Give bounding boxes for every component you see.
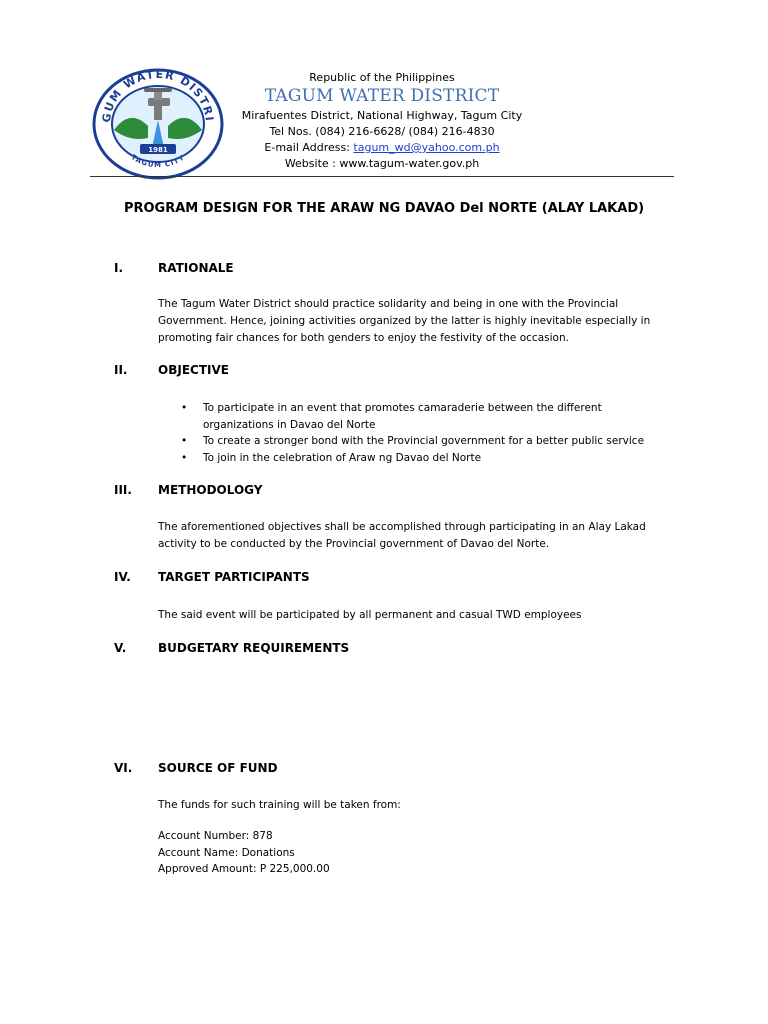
seal-ring-text-bottom: TAGUM CITY <box>129 153 187 170</box>
section-1-body <box>158 296 683 347</box>
section-4-line: The said event will be participated by all permanent and casual TWD employees <box>158 609 582 621</box>
section-2-number: II. <box>114 363 128 377</box>
document-title: PROGRAM DESIGN FOR THE ARAW NG DAVAO Del NORTE (ALAY LAKAD) <box>123 201 645 216</box>
section-4-body <box>158 607 683 624</box>
section-5-number: V. <box>114 641 127 655</box>
section-3-line: The aforementioned objectives shall be accomplished through participating in an Alay Lakad <box>158 521 646 533</box>
header-divider <box>90 176 674 177</box>
objective-list <box>176 400 696 466</box>
org-name: TAGUM WATER DISTRICT <box>264 86 500 106</box>
bullet-icon: • <box>181 435 188 447</box>
section-6-body <box>158 797 683 814</box>
section-4-number: IV. <box>114 570 131 584</box>
seal-ring-text-top: GUM WATER DISTRI <box>99 68 217 124</box>
org-address: Mirafuentes District, National Highway, Tagum City <box>241 109 523 122</box>
org-website: Website : www.tagum-water.gov.ph <box>284 157 480 170</box>
section-6-number: VI. <box>114 761 133 775</box>
objective-item: • To create a stronger bond with the Provincial government for a better public service <box>176 433 696 450</box>
section-3-body <box>158 519 683 553</box>
section-3-title: METHODOLOGY <box>158 483 263 497</box>
section-1-title: RATIONALE <box>158 261 234 275</box>
section-1-line: Government. Hence, joining activities organized by the latter is highly inevitable especially in <box>158 315 651 327</box>
objective-item: • To join in the celebration of Araw ng Davao del Norte <box>176 450 696 467</box>
section-4-title: TARGET PARTICIPANTS <box>158 570 310 584</box>
org-email-line <box>212 141 552 154</box>
email-link[interactable]: tagum_wd@yahoo.com.ph <box>353 141 500 154</box>
section-1-number: I. <box>114 261 124 275</box>
email-label: E-mail Address: <box>264 141 354 154</box>
bullet-icon: • <box>181 451 188 464</box>
fund-details <box>158 828 683 878</box>
section-3-number: III. <box>114 483 132 497</box>
section-3-line: activity to be conducted by the Provincial government of Davao del Norte. <box>158 538 550 550</box>
account-name: Account Name: Donations <box>158 846 295 859</box>
section-5-title: BUDGETARY REQUIREMENTS <box>158 641 350 655</box>
section-6-line: The funds for such training will be taken from: <box>158 799 401 811</box>
section-6-title: SOURCE OF FUND <box>158 761 278 775</box>
approved-amount: Approved Amount: P 225,000.00 <box>158 863 330 875</box>
bullet-icon: • <box>181 402 188 414</box>
account-number: Account Number: 878 <box>158 830 273 842</box>
section-1-line: promoting fair chances for both genders to enjoy the festivity of the occasion. <box>158 332 569 344</box>
republic-line: Republic of the Philippines <box>309 71 455 84</box>
org-telephone: Tel Nos. (084) 216-6628/ (084) 216-4830 <box>269 125 495 138</box>
seal-year: 1981 <box>148 146 168 154</box>
section-2-title: OBJECTIVE <box>158 363 229 377</box>
district-seal-logo <box>90 68 226 180</box>
section-1-line: The Tagum Water District should practice solidarity and being in one with the Provincial <box>158 298 619 310</box>
objective-item: • To participate in an event that promotes camaraderie between the different organizations in Davao del Norte <box>181 402 602 431</box>
